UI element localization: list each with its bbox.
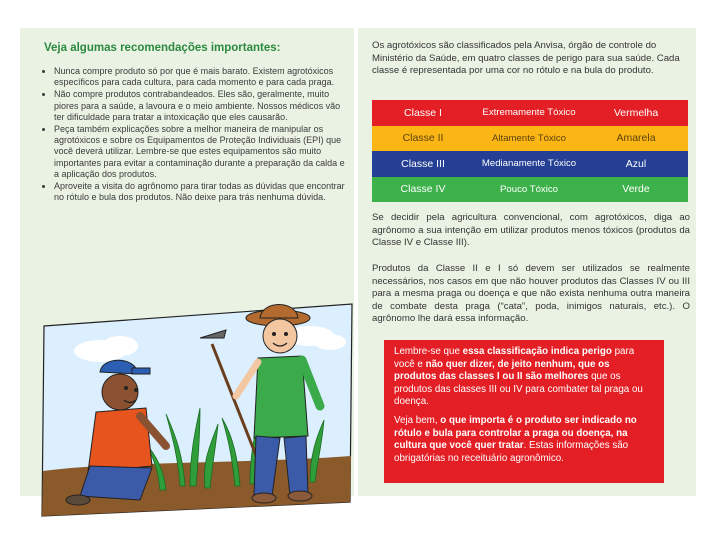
farmers-illustration (40, 296, 358, 518)
class-color: Azul (625, 157, 647, 170)
warning-emphasis: o que importa é o produto ser indicado no rótulo e bula para controlar a praga ou doença, na cultura que você quer tratar (394, 414, 637, 452)
conventional-agriculture-paragraph: Se decidir pela agricultura convencional, com agrotóxicos, diga ao agrônomo a sua intenção em utilizar produtos menos tóxicos (produtos da Classe IV e Classe III). (372, 212, 690, 249)
class-toxicity: Pouco Tóxico (500, 183, 558, 195)
warning-text: Veja bem, (394, 414, 441, 426)
warning-paragraph-2 (394, 415, 654, 465)
classification-intro: Os agrotóxicos são classificados pela Anvisa, órgão de controle do Ministério da Saúde, em quatro classes de perigo para sua saúde. Cada classe é representada por uma cor no rótulo e na bula do produto. (372, 40, 680, 77)
warning-text: para você e (394, 346, 635, 370)
warning-emphasis: essa classificação indica perigo (462, 346, 612, 357)
class-toxicity: Medianamente Tóxico (481, 158, 577, 170)
class-row (372, 100, 688, 126)
list-item: • Peça também explicações sobre a melhor maneira de manipular os agrotóxicos e sobre os Equipamentos de Proteção Individuais (EPI) que você deverá utilizar. Lembre-se que estes equipamentos são muito importantes para evitar a contaminação durante a preparação da calda e a aplicação dos produtos. (54, 124, 346, 180)
class-name: Classe III (401, 157, 445, 170)
warning-paragraph-1 (394, 346, 654, 409)
warning-text: . Estas informações são obrigatórias no receituário agronômico. (394, 440, 629, 464)
recommendations-title: Veja algumas recomendações importantes: (44, 42, 281, 54)
class-usage-paragraph: Produtos da Classe II e I só devem ser utilizados se realmente necessários, nos casos em que não houver produtos das Classes IV ou III para a mesma praga ou doença e que não exista nenhuma outra maneira de combate desta praga (“cata”, poda, inimigos naturais, etc.). O agrônomo lhe dará essa informação. (372, 263, 690, 325)
class-name: Classe IV (400, 183, 446, 196)
class-color: Verde (622, 183, 650, 196)
warning-text: que os produtos das classes III ou IV para combater tal praga ou doença. (394, 371, 643, 408)
warning-text: Lembre-se que (394, 346, 463, 357)
left-panel (20, 28, 354, 496)
recommendations-list (40, 66, 346, 204)
list-item: • Nunca compre produto só por que é mais barato. Existem agrotóxicos específicos para cada cultura, para cada momento e para cada praga. (54, 66, 346, 88)
class-row (372, 177, 688, 203)
warning-box (384, 340, 664, 483)
class-color: Amarela (616, 132, 656, 145)
class-row (372, 126, 688, 152)
toxicity-class-table (372, 100, 688, 202)
class-row (372, 151, 688, 177)
right-panel (358, 28, 696, 496)
class-name: Classe I (404, 106, 442, 119)
warning-emphasis: não quer dizer, de jeito nenhum, que os produtos das classes I ou II são melhores (394, 358, 610, 383)
class-toxicity: Altamente Tóxico (492, 132, 566, 144)
class-name: Classe II (402, 132, 444, 145)
list-item: • Aproveite a visita do agrônomo para tirar todas as dúvidas que encontrar no rótulo e bula dos produtos. Não deixe para trás nenhuma dúvida. (54, 181, 346, 203)
class-color: Vermelha (613, 106, 659, 119)
class-toxicity: Extremamente Tóxico (482, 107, 576, 119)
list-item: • Não compre produtos contrabandeados. Eles são, geralmente, muito piores para a saúde, a lavoura e o meio ambiente. Nossos médicos vão ter dificuldade para tratar a intoxicação que eles causarão. (54, 89, 346, 123)
